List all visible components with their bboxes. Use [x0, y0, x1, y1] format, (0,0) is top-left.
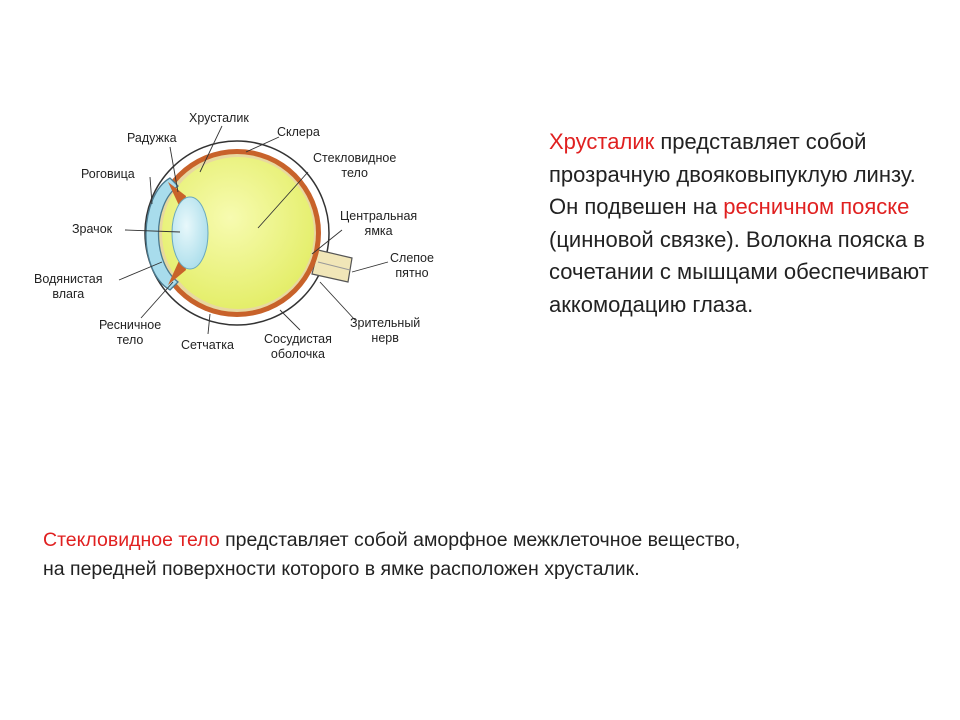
- label-ciliary: Ресничное тело: [99, 318, 162, 347]
- lens-description: [549, 126, 949, 321]
- vitreous-description-line2: на передней поверхности которого в ямке расположен хрусталик.: [43, 558, 640, 580]
- lens-description-part1: представляет собой прозрачную двояковыпуклую линзу. Он подвешен на: [549, 129, 916, 219]
- label-pupil: Зрачок: [72, 222, 113, 236]
- eye-illustration: [0, 0, 520, 400]
- term-vitreous: Стекловидное тело: [43, 529, 220, 551]
- label-choroid: Сосудистая оболочка: [264, 332, 332, 361]
- label-aqueous: Водянистая влага: [34, 272, 103, 301]
- label-lens: Хрусталик: [189, 111, 249, 125]
- label-vitreous: Стекловидное тело: [313, 151, 397, 180]
- label-iris: Радужка: [127, 131, 177, 145]
- term-ciliary-zonule: ресничном пояске: [723, 194, 910, 219]
- label-optic-nerve: Зрительный нерв: [350, 316, 421, 345]
- label-retina: Сетчатка: [181, 338, 234, 352]
- lens-shape: [172, 197, 208, 269]
- label-fovea: Центральная ямка: [340, 209, 418, 238]
- lens-description-part2: (цинновой связке). Волокна пояска в сочетании с мышцами обеспечивают аккомодацию глаза.: [549, 226, 929, 317]
- vitreous-description-part1: представляет собой аморфное межклеточное вещество,: [219, 529, 741, 551]
- label-cornea: Роговица: [81, 167, 135, 181]
- eye-diagram: [0, 0, 520, 400]
- label-blind-spot: Слепое пятно: [390, 251, 434, 280]
- term-lens: Хрусталик: [549, 129, 655, 154]
- label-sclera: Склера: [277, 125, 320, 139]
- vitreous-description: [43, 526, 943, 584]
